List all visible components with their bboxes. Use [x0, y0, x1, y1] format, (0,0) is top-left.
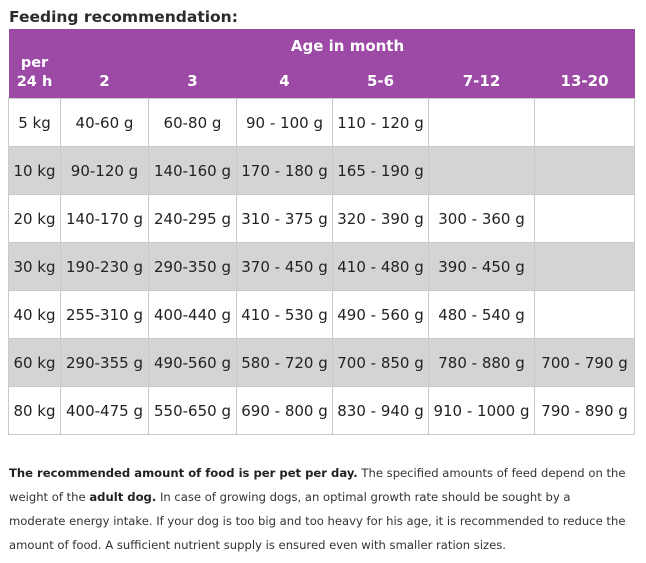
amount-cell: 400-440 g — [149, 291, 237, 339]
age-column-header: 5-6 — [333, 63, 429, 99]
amount-cell: 370 - 450 g — [237, 243, 333, 291]
weight-cell: 10 kg — [9, 147, 61, 195]
amount-cell: 255-310 g — [61, 291, 149, 339]
empty-cell — [535, 195, 635, 243]
amount-cell: 410 - 480 g — [333, 243, 429, 291]
age-column-header: 3 — [149, 63, 237, 99]
table-row — [9, 99, 635, 147]
empty-cell — [429, 147, 535, 195]
feeding-table — [8, 29, 635, 435]
table-row — [9, 291, 635, 339]
amount-cell: 165 - 190 g — [333, 147, 429, 195]
amount-cell: 490-560 g — [149, 339, 237, 387]
table-body — [9, 99, 635, 435]
table-row — [9, 387, 635, 435]
age-column-header: 4 — [237, 63, 333, 99]
amount-cell: 140-170 g — [61, 195, 149, 243]
amount-cell: 240-295 g — [149, 195, 237, 243]
amount-cell: 400-475 g — [61, 387, 149, 435]
weight-cell: 30 kg — [9, 243, 61, 291]
amount-cell: 40-60 g — [61, 99, 149, 147]
amount-cell: 290-355 g — [61, 339, 149, 387]
amount-cell: 490 - 560 g — [333, 291, 429, 339]
amount-cell: 90-120 g — [61, 147, 149, 195]
amount-cell: 700 - 850 g — [333, 339, 429, 387]
amount-cell: 300 - 360 g — [429, 195, 535, 243]
amount-cell: 90 - 100 g — [237, 99, 333, 147]
weight-cell: 5 kg — [9, 99, 61, 147]
amount-cell: 290-350 g — [149, 243, 237, 291]
empty-cell — [535, 291, 635, 339]
amount-cell: 60-80 g — [149, 99, 237, 147]
amount-cell: 170 - 180 g — [237, 147, 333, 195]
amount-cell: 690 - 800 g — [237, 387, 333, 435]
feeding-note — [9, 461, 629, 557]
amount-cell: 480 - 540 g — [429, 291, 535, 339]
amount-cell: 550-650 g — [149, 387, 237, 435]
amount-cell: 700 - 790 g — [535, 339, 635, 387]
amount-cell: 310 - 375 g — [237, 195, 333, 243]
empty-cell — [429, 99, 535, 147]
amount-cell: 190-230 g — [61, 243, 149, 291]
amount-cell: 830 - 940 g — [333, 387, 429, 435]
weight-cell: 40 kg — [9, 291, 61, 339]
amount-cell: 910 - 1000 g — [429, 387, 535, 435]
note-bold-adult-dog: adult dog. — [89, 490, 157, 504]
amount-cell: 110 - 120 g — [333, 99, 429, 147]
note-text-1: The specified amounts of feed depend on the weight of the — [9, 466, 626, 504]
table-row — [9, 195, 635, 243]
weight-cell: 80 kg — [9, 387, 61, 435]
section-heading: Feeding recommendation: — [9, 8, 238, 26]
age-header-row — [9, 63, 635, 99]
age-column-header: 7-12 — [429, 63, 535, 99]
note-bold-intro: The recommended amount of food is per pet per day. — [9, 466, 358, 480]
empty-cell — [535, 99, 635, 147]
age-column-header: 2 — [61, 63, 149, 99]
table-row — [9, 339, 635, 387]
table-row — [9, 147, 635, 195]
amount-cell: 320 - 390 g — [333, 195, 429, 243]
weight-cell: 60 kg — [9, 339, 61, 387]
age-column-header: 13-20 — [535, 63, 635, 99]
amount-cell: 410 - 530 g — [237, 291, 333, 339]
table-row — [9, 243, 635, 291]
amount-cell: 780 - 880 g — [429, 339, 535, 387]
empty-cell — [535, 147, 635, 195]
weight-column-header: per 24 h — [9, 29, 61, 99]
amount-cell: 790 - 890 g — [535, 387, 635, 435]
amount-cell: 390 - 450 g — [429, 243, 535, 291]
amount-cell: 580 - 720 g — [237, 339, 333, 387]
weight-cell: 20 kg — [9, 195, 61, 243]
amount-cell: 140-160 g — [149, 147, 237, 195]
empty-cell — [535, 243, 635, 291]
note-text-2: In case of growing dogs, an optimal growth rate should be sought by a moderate energy intake. If your dog is too big and too heavy for his age, it is recommended to reduce the amount of food. A sufficient nutrient supply is ensured even with smaller ration sizes. — [9, 490, 626, 552]
age-group-header: Age in month — [61, 29, 635, 63]
